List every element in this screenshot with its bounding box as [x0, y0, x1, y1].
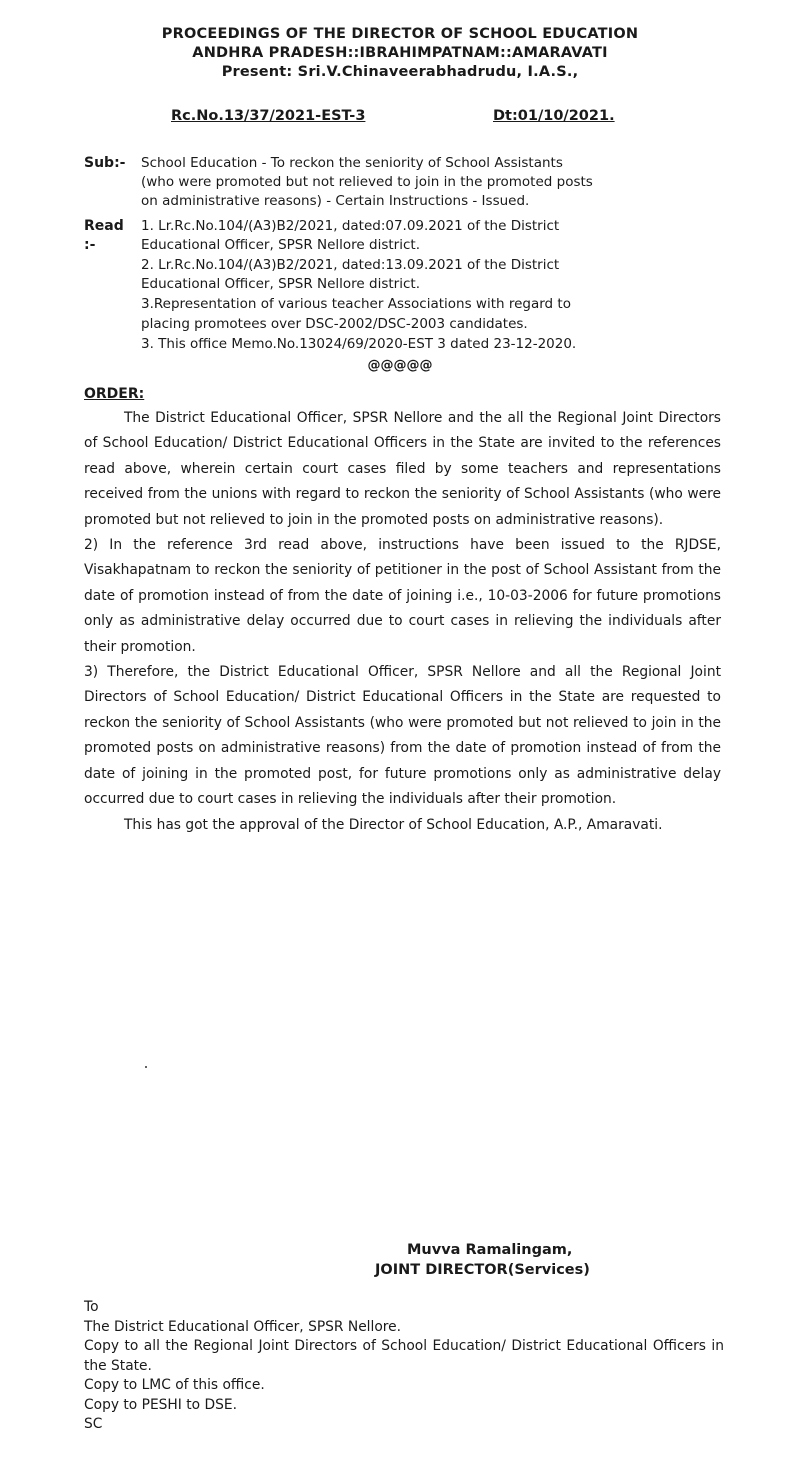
subject-line: on administrative reasons) - Certain Instructions - Issued.	[141, 193, 530, 209]
subject-line: (who were promoted but not relieved to join in the promoted posts	[141, 174, 593, 190]
section-separator: @@@@@	[367, 358, 433, 373]
order-paragraph: 2) In the reference 3rd read above, instructions have been issued to the RJDSE, Visakhapatnam to reckon the seniority of petitioner in the post of School Assistant from the date of promotion instead of from the date of joining i.e., 10-03-2006 for future promotions only as administrative delay occurred due to court cases in relieving the individuals after their promotion.	[84, 537, 721, 655]
copy-recipient: Copy to LMC of this office.	[84, 1377, 265, 1393]
signatory-name: Muvva Ramalingam,	[407, 1242, 573, 1258]
signatory-designation: JOINT DIRECTOR(Services)	[375, 1262, 590, 1278]
read-reference-line: 3.Representation of various teacher Associations with regard to	[141, 296, 571, 312]
present-officer: Present: Sri.V.Chinaveerabhadrudu, I.A.S.,	[221, 64, 579, 80]
order-body	[84, 406, 721, 838]
to-label: To	[84, 1299, 99, 1315]
order-heading: ORDER:	[84, 386, 145, 402]
proceedings-title: PROCEEDINGS OF THE DIRECTOR OF SCHOOL EDUCATION	[161, 26, 639, 42]
copy-recipient: Copy to all the Regional Joint Directors of School Education/ District Educational Officers in the State.	[84, 1338, 724, 1374]
read-reference-line: Educational Officer, SPSR Nellore district.	[141, 276, 420, 292]
read-reference-line: Educational Officer, SPSR Nellore district.	[141, 237, 420, 253]
rc-number: Rc.No.13/37/2021-EST-3	[171, 108, 366, 124]
read-reference-line: 1. Lr.Rc.No.104/(A3)B2/2021, dated:07.09.2021 of the District	[141, 218, 560, 234]
read-reference-line: 2. Lr.Rc.No.104/(A3)B2/2021, dated:13.09.2021 of the District	[141, 257, 560, 273]
distribution-list	[84, 1298, 724, 1435]
scan-speck	[145, 1066, 147, 1068]
order-paragraph: This has got the approval of the Director of School Education, A.P., Amaravati.	[124, 816, 663, 833]
read-label: Read	[84, 218, 124, 234]
subject-label: Sub:-	[84, 155, 126, 171]
read-label-colon: :-	[84, 237, 96, 253]
order-date: Dt:01/10/2021.	[493, 108, 615, 124]
subject-line: School Education - To reckon the seniority of School Assistants	[141, 155, 563, 171]
order-paragraph: The District Educational Officer, SPSR Nellore and the all the Regional Joint Directors of School Education/ District Educational Officers in the State are invited to the references read above, wherein certain court cases filed by some teachers and representations received from the unions with regard to reckon the seniority of School Assistants (who were promoted but not relieved to join in the promoted posts on administrative reasons).	[84, 410, 721, 528]
to-recipient: The District Educational Officer, SPSR Nellore.	[84, 1318, 402, 1335]
read-reference-line: 3. This office Memo.No.13024/69/2020-EST 3 dated 23-12-2020.	[141, 336, 577, 352]
read-reference-line: placing promotees over DSC-2002/DSC-2003 candidates.	[141, 316, 528, 332]
copy-recipient: Copy to PESHI to DSE.	[84, 1396, 237, 1413]
order-paragraph: 3) Therefore, the District Educational Officer, SPSR Nellore and all the Regional Joint Directors of School Education/ District Educational Officers in the State are requested to reckon the seniority of School Assistants (who were promoted but not relieved to join in the promoted posts on administrative reasons) from the date of promotion instead of from the date of joining in the promoted post, for future promotions only as administrative delay occurred due to court cases in relieving the individuals after their promotion.	[84, 664, 721, 808]
office-location: ANDHRA PRADESH::IBRAHIMPATNAM::AMARAVATI	[192, 45, 608, 61]
stock-copy: SC	[84, 1416, 103, 1432]
